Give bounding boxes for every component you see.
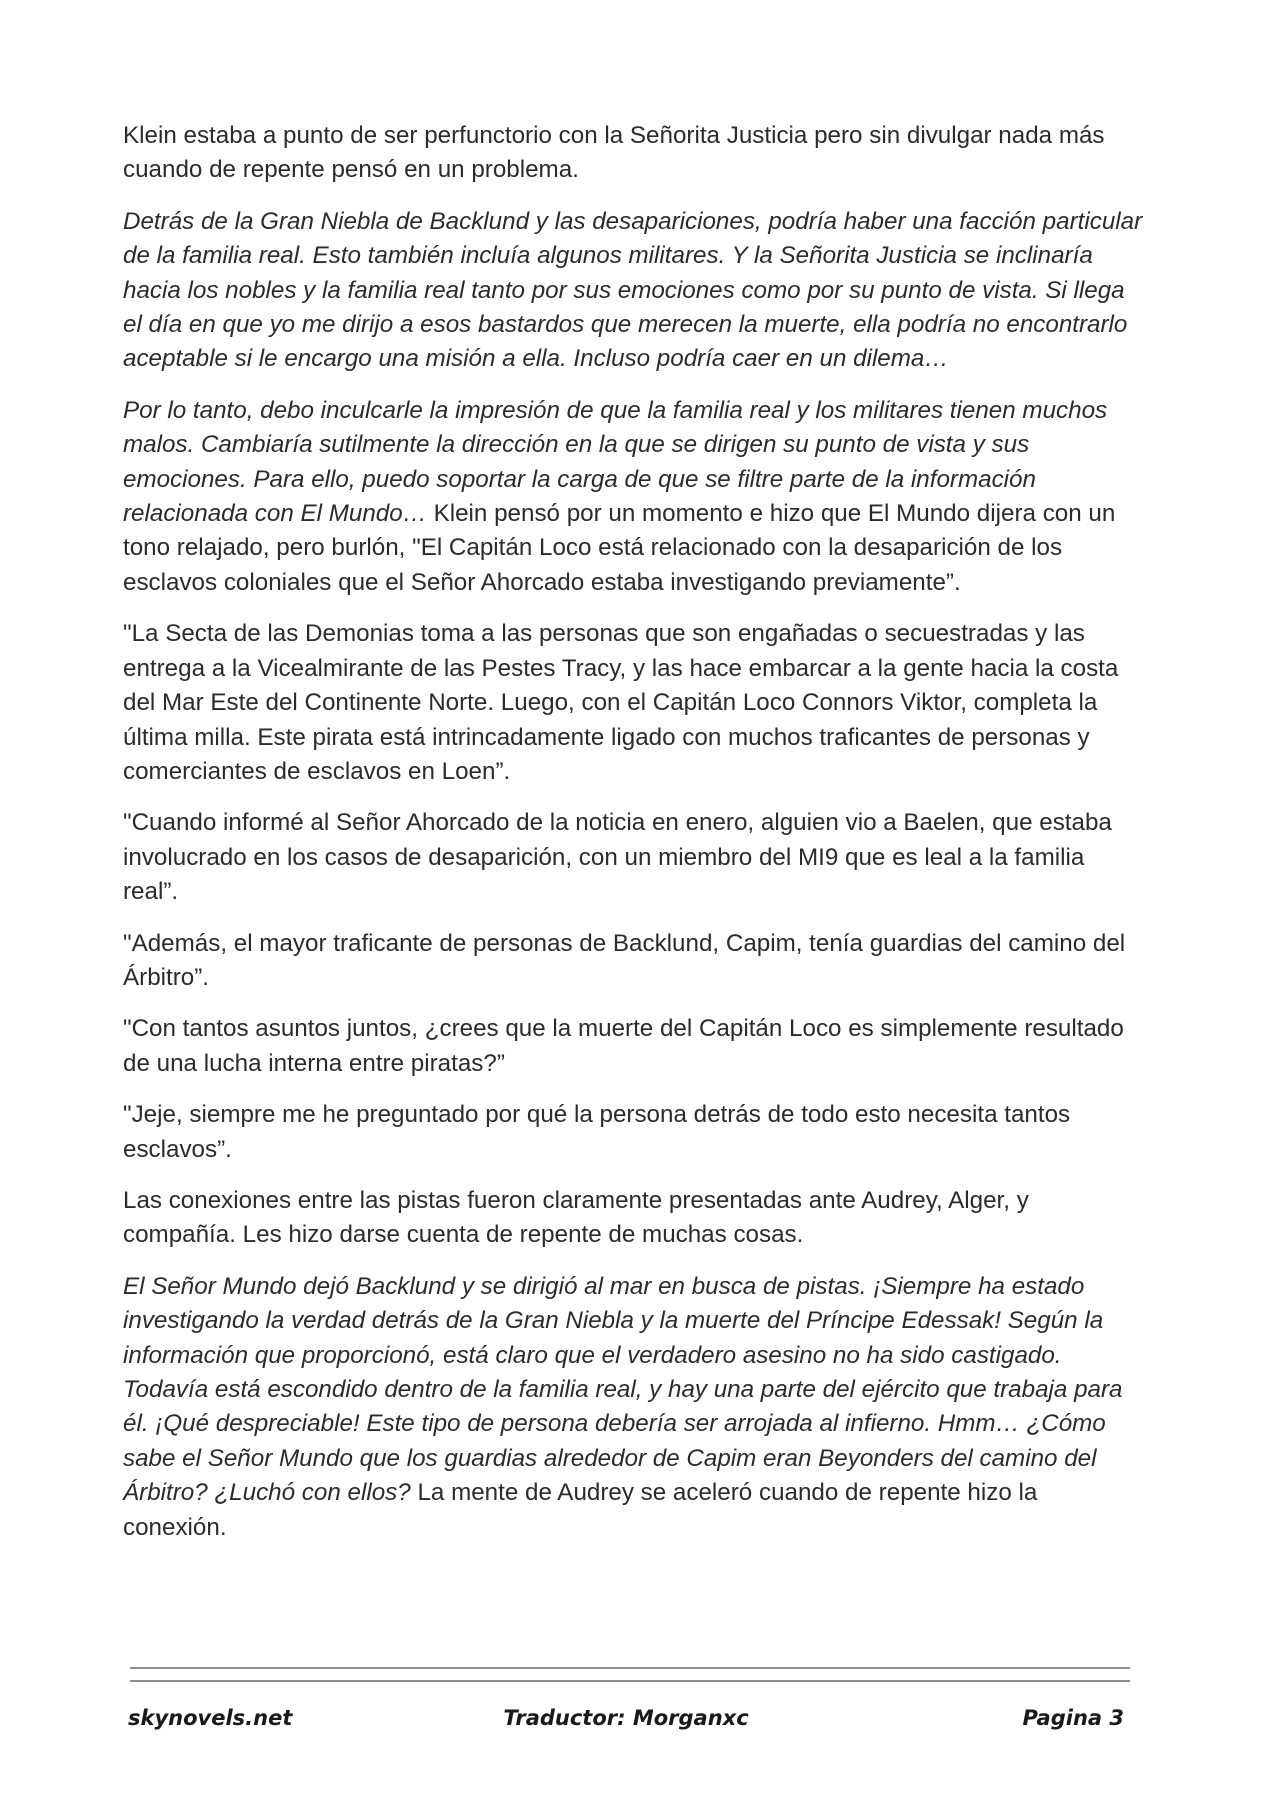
footer-divider [130,1667,1130,1682]
page-footer [128,1706,1124,1746]
paragraph-italic-text: Por lo tanto, debo inculcarle la impresión de que la familia real y los militares tienen muchos malos. Cambiaría sutilmente la dirección en la que se dirigen su punto de vista y sus emociones. Para ello, puedo soportar la carga de que se filtre parte de la información relacionada con El Mundo… [123,396,1108,528]
paragraph-text: Klein pensó por un momento e hizo que El Mundo dijera con un tono relajado, pero burlón, "El Capitán Loco está relacionado con la desaparición de los esclavos coloniales que el Señor Ahorcado estaba investigando previamente”. [123,500,1116,596]
footer-rule-top [130,1667,1130,1669]
paragraph [123,1184,1143,1253]
paragraph [123,394,1143,600]
footer-page-number: Pagina 3 [1022,1706,1124,1730]
paragraph [123,927,1143,996]
footer-rule-bottom [130,1680,1130,1682]
paragraph-text: Las conexiones entre las pistas fueron claramente presentadas ante Audrey, Alger, y compañía. Les hizo darse cuenta de repente de muchas cosas. [123,1186,1029,1249]
paragraph [123,1098,1143,1167]
paragraph [123,119,1143,188]
paragraph-text: "Con tantos asuntos juntos, ¿crees que la muerte del Capitán Loco es simplemente resultado de una lucha interna entre piratas?” [123,1015,1124,1077]
paragraph-text: "Cuando informé al Señor Ahorcado de la noticia en enero, alguien vio a Baelen, que estaba involucrado en los casos de desaparición, con un miembro del MI9 que es leal a la familia real”. [123,809,1112,906]
paragraph [123,205,1143,377]
footer-site: skynovels.net [128,1706,293,1730]
footer-translator: Traductor: Morganxc [503,1706,749,1730]
paragraph-text: "Jeje, siempre me he preguntado por qué la persona detrás de todo esto necesita tantos esclavos”. [123,1101,1071,1163]
paragraph [123,806,1143,909]
paragraph [123,617,1143,789]
paragraph-text: "La Secta de las Demonias toma a las personas que son engañadas o secuestradas y las entrega a la Vicealmirante de las Pestes Tracy, y las hace embarcar a la gente hacia la costa del Mar Este del Continente Norte. Luego, con el Capitán Loco Connors Viktor, completa la última milla. Este pirata está intrincadamente ligado con muchos traficantes de personas y comerciantes de esclavos en Loen”. [123,620,1119,785]
paragraph-italic-text: Detrás de la Gran Niebla de Backlund y las desapariciones, podría haber una facción particular de la familia real. Esto también incluía algunos militares. Y la Señorita Justicia se inclinaría hacia los nobles y la familia real tanto por sus emociones como por su punto de vista. Si llega el día en que yo me dirijo a esos bastardos que merecen la muerte, ella podría no encontrarlo aceptable si le encargo una misión a ella. Incluso podría caer en un dilema… [123,207,1143,373]
paragraph-text: Klein estaba a punto de ser perfunctorio con la Señorita Justicia pero sin divulgar nada más cuando de repente pensó en un problema. [123,122,1105,184]
document-body [123,119,1143,1562]
paragraph [123,1012,1143,1081]
paragraph [123,1270,1143,1545]
paragraph-text: La mente de Audrey se aceleró cuando de repente hizo la conexión. [123,1479,1038,1541]
paragraph-text: "Además, el mayor traficante de personas de Backlund, Capim, tenía guardias del camino del Árbitro”. [123,929,1126,991]
paragraph-italic-text: El Señor Mundo dejó Backlund y se dirigió al mar en busca de pistas. ¡Siempre ha estado investigando la verdad detrás de la Gran Niebla y la muerte del Príncipe Edessak! Según la información que proporcionó, está claro que el verdadero asesino no ha sido castigado. Todavía está escondido dentro de la familia real, y hay una parte del ejército que trabaja para él. ¡Qué despreciable! Este tipo de persona debería ser arrojada al infierno. Hmm… ¿Cómo sabe el Señor Mundo que los guardias alrededor de Capim eran Beyonders del camino del Árbitro? ¿Luchó con ellos? [123,1272,1123,1507]
